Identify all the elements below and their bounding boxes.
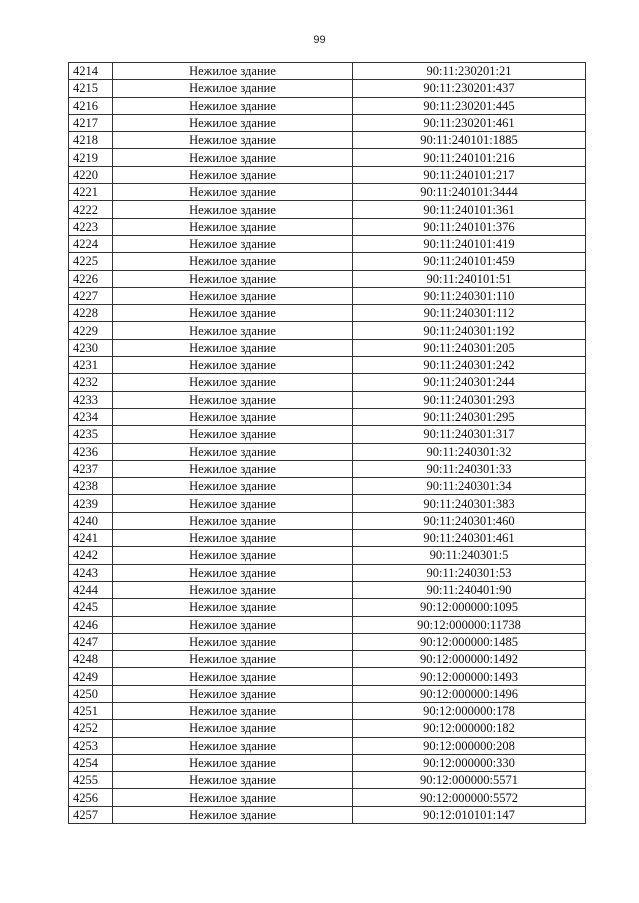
page-number: 99 (313, 34, 326, 46)
table-row (69, 63, 586, 80)
table-row (69, 374, 586, 391)
object-type-cell: Нежилое здание (113, 685, 353, 702)
row-number-cell: 4236 (69, 443, 113, 460)
cadastral-number-cell: 90:11:240401:90 (353, 581, 586, 598)
row-number-cell: 4240 (69, 512, 113, 529)
row-number-cell: 4234 (69, 408, 113, 425)
cadastral-number-cell: 90:11:240101:419 (353, 235, 586, 252)
row-number-cell: 4256 (69, 789, 113, 806)
table-row (69, 201, 586, 218)
table-row (69, 80, 586, 97)
row-number-cell: 4246 (69, 616, 113, 633)
object-type-cell: Нежилое здание (113, 270, 353, 287)
object-type-cell: Нежилое здание (113, 702, 353, 719)
cadastral-number-cell: 90:11:240101:216 (353, 149, 586, 166)
row-number-cell: 4224 (69, 235, 113, 252)
table-row (69, 339, 586, 356)
table-row (69, 806, 586, 823)
cadastral-number-cell: 90:12:000000:1496 (353, 685, 586, 702)
object-type-cell: Нежилое здание (113, 599, 353, 616)
cadastral-number-cell: 90:11:240301:293 (353, 391, 586, 408)
row-number-cell: 4232 (69, 374, 113, 391)
row-number-cell: 4214 (69, 63, 113, 80)
object-type-cell: Нежилое здание (113, 391, 353, 408)
cadastral-number-cell: 90:12:000000:330 (353, 754, 586, 771)
cadastral-number-cell: 90:12:000000:182 (353, 720, 586, 737)
table-row (69, 235, 586, 252)
row-number-cell: 4225 (69, 253, 113, 270)
cadastral-number-cell: 90:11:240301:5 (353, 547, 586, 564)
object-type-cell: Нежилое здание (113, 426, 353, 443)
object-type-cell: Нежилое здание (113, 633, 353, 650)
cadastral-number-cell: 90:12:000000:178 (353, 702, 586, 719)
object-type-cell: Нежилое здание (113, 201, 353, 218)
table-row (69, 166, 586, 183)
row-number-cell: 4222 (69, 201, 113, 218)
table-row (69, 218, 586, 235)
cadastral-number-cell: 90:11:240101:376 (353, 218, 586, 235)
table-row (69, 495, 586, 512)
row-number-cell: 4251 (69, 702, 113, 719)
row-number-cell: 4223 (69, 218, 113, 235)
object-type-cell: Нежилое здание (113, 668, 353, 685)
row-number-cell: 4229 (69, 322, 113, 339)
table-row (69, 391, 586, 408)
row-number-cell: 4245 (69, 599, 113, 616)
table-row (69, 149, 586, 166)
object-type-cell: Нежилое здание (113, 305, 353, 322)
cadastral-number-cell: 90:12:010101:147 (353, 806, 586, 823)
row-number-cell: 4253 (69, 737, 113, 754)
table-row (69, 443, 586, 460)
object-type-cell: Нежилое здание (113, 235, 353, 252)
row-number-cell: 4250 (69, 685, 113, 702)
row-number-cell: 4255 (69, 772, 113, 789)
row-number-cell: 4243 (69, 564, 113, 581)
cadastral-number-cell: 90:11:240301:205 (353, 339, 586, 356)
row-number-cell: 4230 (69, 339, 113, 356)
object-type-cell: Нежилое здание (113, 97, 353, 114)
object-type-cell: Нежилое здание (113, 789, 353, 806)
row-number-cell: 4233 (69, 391, 113, 408)
cadastral-number-cell: 90:12:000000:11738 (353, 616, 586, 633)
table-row (69, 132, 586, 149)
object-type-cell: Нежилое здание (113, 166, 353, 183)
table-row (69, 633, 586, 650)
cadastral-number-cell: 90:11:240101:361 (353, 201, 586, 218)
row-number-cell: 4228 (69, 305, 113, 322)
row-number-cell: 4254 (69, 754, 113, 771)
cadastral-number-cell: 90:11:240301:32 (353, 443, 586, 460)
table-row (69, 547, 586, 564)
cadastral-number-cell: 90:11:230201:461 (353, 114, 586, 131)
row-number-cell: 4220 (69, 166, 113, 183)
table-row (69, 737, 586, 754)
row-number-cell: 4221 (69, 184, 113, 201)
table-row (69, 512, 586, 529)
table-row (69, 114, 586, 131)
cadastral-number-cell: 90:11:240301:53 (353, 564, 586, 581)
object-type-cell: Нежилое здание (113, 357, 353, 374)
table-row (69, 184, 586, 201)
table-row (69, 581, 586, 598)
cadastral-number-cell: 90:11:240301:244 (353, 374, 586, 391)
table-row (69, 357, 586, 374)
row-number-cell: 4218 (69, 132, 113, 149)
table-row (69, 478, 586, 495)
row-number-cell: 4244 (69, 581, 113, 598)
row-number-cell: 4219 (69, 149, 113, 166)
cadastral-number-cell: 90:11:240301:192 (353, 322, 586, 339)
object-type-cell: Нежилое здание (113, 149, 353, 166)
object-type-cell: Нежилое здание (113, 80, 353, 97)
registry-table (68, 62, 586, 824)
cadastral-number-cell: 90:12:000000:1485 (353, 633, 586, 650)
object-type-cell: Нежилое здание (113, 339, 353, 356)
row-number-cell: 4239 (69, 495, 113, 512)
cadastral-number-cell: 90:11:240101:1885 (353, 132, 586, 149)
row-number-cell: 4217 (69, 114, 113, 131)
object-type-cell: Нежилое здание (113, 114, 353, 131)
cadastral-number-cell: 90:11:230201:445 (353, 97, 586, 114)
object-type-cell: Нежилое здание (113, 478, 353, 495)
cadastral-number-cell: 90:11:240301:112 (353, 305, 586, 322)
object-type-cell: Нежилое здание (113, 547, 353, 564)
table-row (69, 97, 586, 114)
object-type-cell: Нежилое здание (113, 754, 353, 771)
row-number-cell: 4257 (69, 806, 113, 823)
row-number-cell: 4231 (69, 357, 113, 374)
object-type-cell: Нежилое здание (113, 443, 353, 460)
object-type-cell: Нежилое здание (113, 564, 353, 581)
object-type-cell: Нежилое здание (113, 616, 353, 633)
cadastral-number-cell: 90:11:240301:460 (353, 512, 586, 529)
row-number-cell: 4252 (69, 720, 113, 737)
object-type-cell: Нежилое здание (113, 460, 353, 477)
object-type-cell: Нежилое здание (113, 184, 353, 201)
table-row (69, 305, 586, 322)
cadastral-number-cell: 90:11:240301:461 (353, 530, 586, 547)
object-type-cell: Нежилое здание (113, 512, 353, 529)
cadastral-number-cell: 90:12:000000:1095 (353, 599, 586, 616)
cadastral-number-cell: 90:11:240301:242 (353, 357, 586, 374)
table-row (69, 685, 586, 702)
object-type-cell: Нежилое здание (113, 737, 353, 754)
table-row (69, 789, 586, 806)
table-row (69, 599, 586, 616)
row-number-cell: 4227 (69, 287, 113, 304)
table-row (69, 702, 586, 719)
table-row (69, 564, 586, 581)
registry-table-body (69, 63, 586, 824)
object-type-cell: Нежилое здание (113, 253, 353, 270)
object-type-cell: Нежилое здание (113, 374, 353, 391)
cadastral-number-cell: 90:12:000000:1493 (353, 668, 586, 685)
cadastral-number-cell: 90:12:000000:5572 (353, 789, 586, 806)
object-type-cell: Нежилое здание (113, 720, 353, 737)
cadastral-number-cell: 90:11:240301:317 (353, 426, 586, 443)
table-row (69, 616, 586, 633)
cadastral-number-cell: 90:11:240301:295 (353, 408, 586, 425)
cadastral-number-cell: 90:11:240101:217 (353, 166, 586, 183)
object-type-cell: Нежилое здание (113, 287, 353, 304)
table-row (69, 651, 586, 668)
row-number-cell: 4238 (69, 478, 113, 495)
row-number-cell: 4226 (69, 270, 113, 287)
row-number-cell: 4216 (69, 97, 113, 114)
object-type-cell: Нежилое здание (113, 581, 353, 598)
cadastral-number-cell: 90:11:230201:21 (353, 63, 586, 80)
cadastral-number-cell: 90:11:230201:437 (353, 80, 586, 97)
row-number-cell: 4247 (69, 633, 113, 650)
row-number-cell: 4242 (69, 547, 113, 564)
row-number-cell: 4215 (69, 80, 113, 97)
table-row (69, 754, 586, 771)
object-type-cell: Нежилое здание (113, 63, 353, 80)
cadastral-number-cell: 90:11:240301:110 (353, 287, 586, 304)
row-number-cell: 4249 (69, 668, 113, 685)
table-row (69, 322, 586, 339)
object-type-cell: Нежилое здание (113, 772, 353, 789)
cadastral-number-cell: 90:12:000000:208 (353, 737, 586, 754)
cadastral-number-cell: 90:12:000000:1492 (353, 651, 586, 668)
cadastral-number-cell: 90:11:240301:34 (353, 478, 586, 495)
cadastral-number-cell: 90:11:240101:51 (353, 270, 586, 287)
cadastral-number-cell: 90:12:000000:5571 (353, 772, 586, 789)
cadastral-number-cell: 90:11:240101:459 (353, 253, 586, 270)
table-row (69, 270, 586, 287)
object-type-cell: Нежилое здание (113, 218, 353, 235)
cadastral-number-cell: 90:11:240301:33 (353, 460, 586, 477)
table-row (69, 772, 586, 789)
object-type-cell: Нежилое здание (113, 408, 353, 425)
cadastral-number-cell: 90:11:240301:383 (353, 495, 586, 512)
object-type-cell: Нежилое здание (113, 495, 353, 512)
row-number-cell: 4248 (69, 651, 113, 668)
object-type-cell: Нежилое здание (113, 651, 353, 668)
table-row (69, 426, 586, 443)
object-type-cell: Нежилое здание (113, 322, 353, 339)
object-type-cell: Нежилое здание (113, 806, 353, 823)
row-number-cell: 4237 (69, 460, 113, 477)
table-row (69, 668, 586, 685)
row-number-cell: 4235 (69, 426, 113, 443)
table-row (69, 530, 586, 547)
object-type-cell: Нежилое здание (113, 132, 353, 149)
table-row (69, 408, 586, 425)
object-type-cell: Нежилое здание (113, 530, 353, 547)
cadastral-number-cell: 90:11:240101:3444 (353, 184, 586, 201)
table-row (69, 287, 586, 304)
table-row (69, 253, 586, 270)
table-row (69, 720, 586, 737)
row-number-cell: 4241 (69, 530, 113, 547)
table-row (69, 460, 586, 477)
